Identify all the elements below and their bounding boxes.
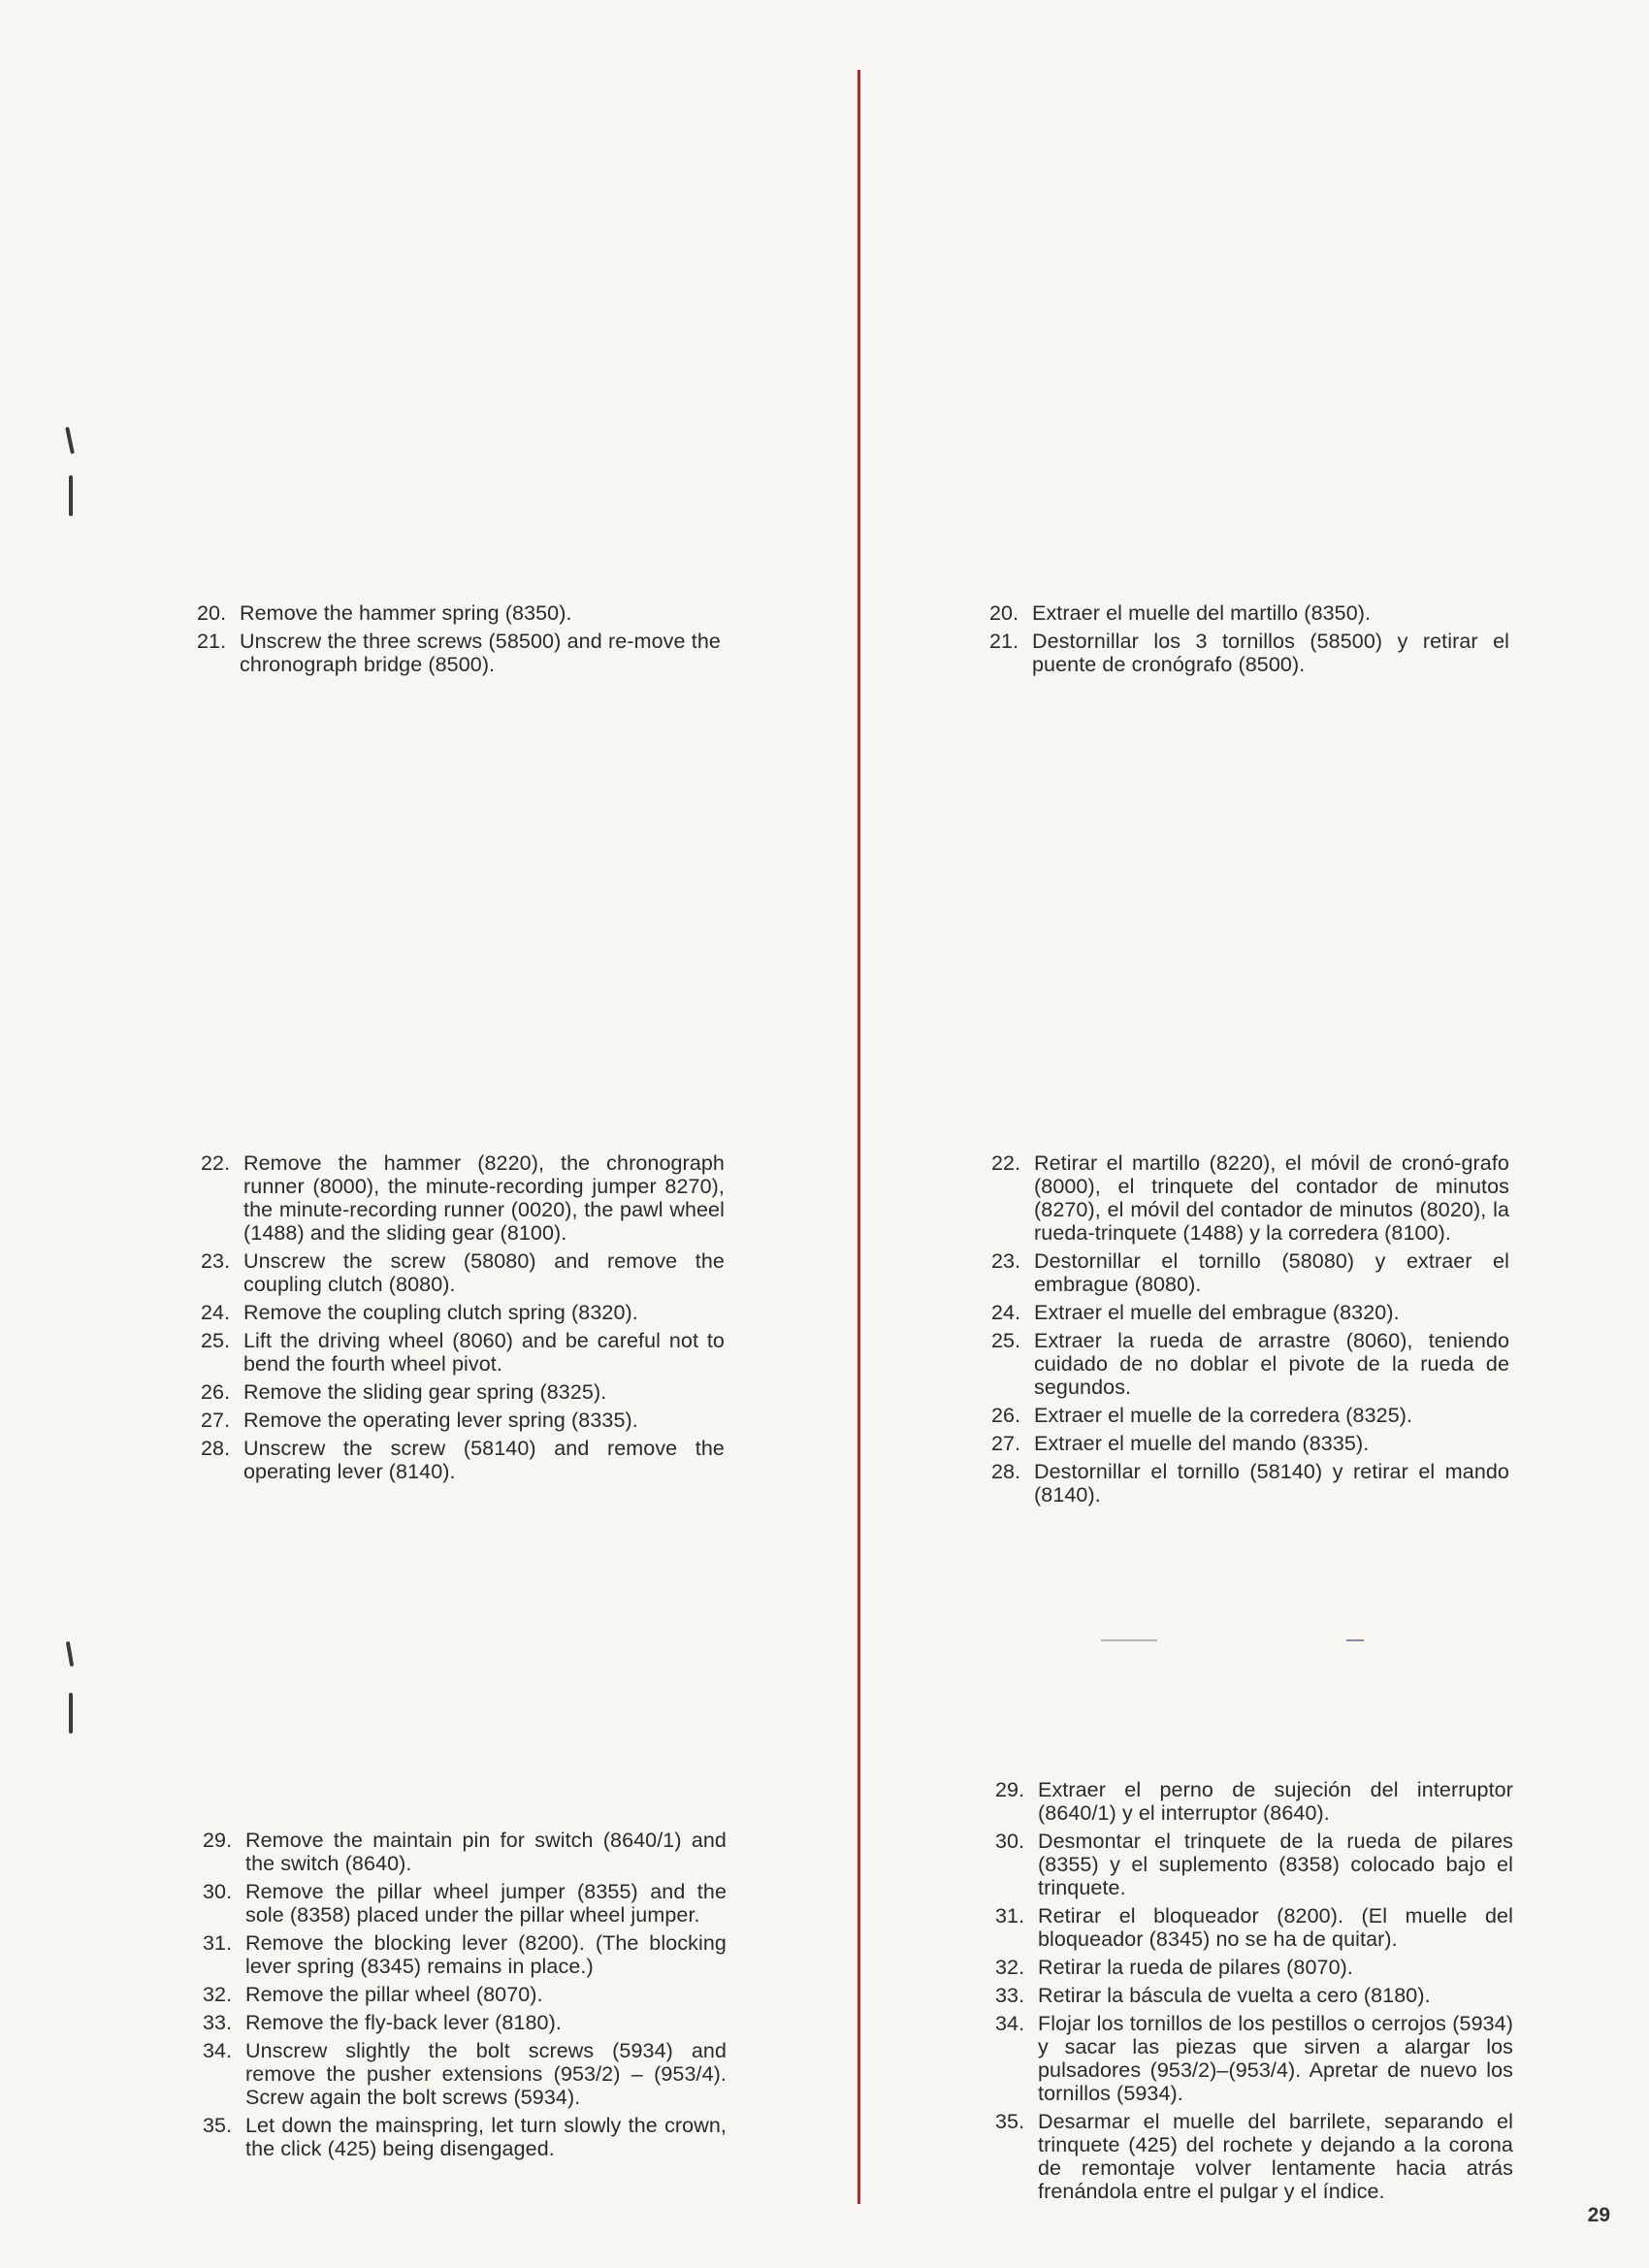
english-steps-20-21 — [197, 601, 721, 681]
step-number: 28. — [991, 1460, 1021, 1483]
binding-mark — [65, 427, 75, 454]
step-number: 26. — [991, 1404, 1021, 1427]
step-number: 33. — [995, 1984, 1025, 2007]
english-steps-22-28 — [201, 1151, 725, 1488]
instruction-step — [995, 1830, 1513, 1899]
instruction-step — [201, 1380, 725, 1404]
step-number: 21. — [989, 630, 1019, 653]
spanish-steps-29-35 — [995, 1778, 1513, 2208]
step-text: Destornillar el tornillo (58140) y retirar el mando (8140). — [1034, 1460, 1509, 1507]
instruction-step — [991, 1460, 1509, 1507]
instruction-step — [201, 1437, 725, 1483]
step-number: 33. — [203, 2011, 233, 2034]
step-text: Retirar el bloqueador (8200). (El muelle del bloqueador (8345) no se ha de quitar). — [1038, 1904, 1513, 1951]
english-steps-29-35 — [203, 1829, 727, 2165]
step-text: Remove the hammer (8220), the chronograph runner (8000), the minute-recording jumper 8270), the minute-recording runner (0020), the pawl wheel (1488) and the sliding gear (8100). — [243, 1151, 725, 1245]
step-number: 34. — [995, 2012, 1025, 2035]
step-number: 27. — [991, 1432, 1021, 1455]
step-text: Extraer la rueda de arrastre (8060), teniendo cuidado de no doblar el pivote de la rueda de segundos. — [1034, 1329, 1509, 1399]
step-text: Remove the operating lever spring (8335). — [243, 1409, 638, 1432]
step-text: Lift the driving wheel (8060) and be careful not to bend the fourth wheel pivot. — [243, 1329, 725, 1376]
instruction-step — [201, 1249, 725, 1296]
instruction-step — [995, 2110, 1513, 2203]
instruction-step — [197, 630, 721, 676]
print-smudge — [1346, 1639, 1364, 1641]
instruction-step — [203, 2011, 727, 2034]
step-number: 31. — [203, 1931, 233, 1955]
page-number: 29 — [1587, 2204, 1610, 2226]
instruction-step — [201, 1409, 725, 1432]
step-text: Unscrew the screw (58140) and remove the operating lever (8140). — [243, 1437, 725, 1483]
instruction-step — [201, 1329, 725, 1376]
step-number: 27. — [201, 1409, 231, 1432]
print-smudge — [1101, 1639, 1157, 1641]
step-number: 23. — [991, 1249, 1021, 1273]
step-text: Destornillar el tornillo (58080) y extraer el embrague (8080). — [1034, 1249, 1509, 1296]
step-number: 31. — [995, 1904, 1025, 1928]
step-number: 34. — [203, 2039, 233, 2062]
step-number: 29. — [203, 1829, 233, 1852]
step-number: 25. — [201, 1329, 231, 1352]
step-text: Retirar la báscula de vuelta a cero (8180). — [1038, 1984, 1431, 2007]
instruction-step — [995, 1778, 1513, 1825]
instruction-step — [201, 1151, 725, 1245]
instruction-step — [991, 1249, 1509, 1296]
spanish-steps-22-28 — [991, 1151, 1509, 1511]
step-text: Remove the blocking lever (8200). (The blocking lever spring (8345) remains in place.) — [245, 1931, 727, 1978]
step-text: Remove the maintain pin for switch (8640/1) and the switch (8640). — [245, 1829, 727, 1875]
step-text: Unscrew slightly the bolt screws (5934) and remove the pusher extensions (953/2) – (953/4). Screw again the bolt screws (5934). — [245, 2039, 727, 2109]
step-number: 32. — [995, 1956, 1025, 1979]
step-number: 22. — [991, 1151, 1021, 1175]
instruction-step — [201, 1301, 725, 1324]
binding-mark — [69, 1693, 73, 1733]
instruction-step — [203, 1880, 727, 1927]
step-text: Remove the pillar wheel (8070). — [245, 1983, 543, 2006]
instruction-step — [995, 1904, 1513, 1951]
instruction-step — [995, 1956, 1513, 1979]
step-number: 30. — [995, 1830, 1025, 1853]
column-divider — [857, 70, 860, 2204]
step-number: 20. — [989, 601, 1019, 625]
step-number: 24. — [991, 1301, 1021, 1324]
spanish-steps-20-21 — [989, 601, 1509, 681]
step-number: 35. — [995, 2110, 1025, 2133]
step-text: Let down the mainspring, let turn slowly the crown, the click (425) being disengaged. — [245, 2114, 727, 2160]
instruction-step — [995, 1984, 1513, 2007]
step-text: Remove the pillar wheel jumper (8355) and the sole (8358) placed under the pillar wheel jumper. — [245, 1880, 727, 1927]
step-number: 26. — [201, 1380, 231, 1404]
step-text: Flojar los tornillos de los pestillos o cerrojos (5934) y sacar las piezas que sirven a alargar los pulsadores (953/2)–(953/4). Apretar de nuevo los tornillos (5934). — [1038, 2012, 1513, 2105]
instruction-step — [991, 1329, 1509, 1399]
instruction-step — [203, 1829, 727, 1875]
instruction-step — [989, 601, 1509, 625]
step-text: Unscrew the screw (58080) and remove the coupling clutch (8080). — [243, 1249, 725, 1296]
step-number: 25. — [991, 1329, 1021, 1352]
step-number: 21. — [197, 630, 227, 653]
instruction-step — [197, 601, 721, 625]
step-text: Remove the sliding gear spring (8325). — [243, 1380, 607, 1404]
step-text: Extraer el muelle del mando (8335). — [1034, 1432, 1370, 1455]
step-number: 32. — [203, 1983, 233, 2006]
step-text: Desmontar el trinquete de la rueda de pilares (8355) y el suplemento (8358) colocado bajo el trinquete. — [1038, 1830, 1513, 1899]
step-number: 22. — [201, 1151, 231, 1175]
step-text: Destornillar los 3 tornillos (58500) y retirar el puente de cronógrafo (8500). — [1032, 630, 1509, 676]
instruction-step — [203, 1983, 727, 2006]
step-text: Extraer el muelle del martillo (8350). — [1032, 601, 1372, 625]
step-number: 24. — [201, 1301, 231, 1324]
instruction-step — [991, 1432, 1509, 1455]
step-text: Unscrew the three screws (58500) and re-move the chronograph bridge (8500). — [240, 630, 721, 676]
step-text: Remove the hammer spring (8350). — [240, 601, 572, 625]
step-number: 28. — [201, 1437, 231, 1460]
step-number: 35. — [203, 2114, 233, 2137]
instruction-step — [995, 2012, 1513, 2105]
instruction-step — [991, 1404, 1509, 1427]
step-text: Remove the fly-back lever (8180). — [245, 2011, 562, 2034]
step-number: 23. — [201, 1249, 231, 1273]
instruction-step — [203, 2114, 727, 2160]
step-text: Extraer el perno de sujeción del interruptor (8640/1) y el interruptor (8640). — [1038, 1778, 1513, 1825]
step-text: Remove the coupling clutch spring (8320). — [243, 1301, 638, 1324]
step-number: 30. — [203, 1880, 233, 1903]
step-number: 29. — [995, 1778, 1025, 1801]
binding-mark — [66, 1641, 74, 1667]
step-text: Retirar el martillo (8220), el móvil de cronó-grafo (8000), el trinquete del contador de minutos (8270), el móvil del contador de minutos (8020), la rueda-trinquete (1488) y la corredera (8100). — [1034, 1151, 1509, 1245]
step-text: Retirar la rueda de pilares (8070). — [1038, 1956, 1353, 1979]
instruction-step — [991, 1151, 1509, 1245]
instruction-step — [991, 1301, 1509, 1324]
step-text: Extraer el muelle de la corredera (8325). — [1034, 1404, 1413, 1427]
instruction-step — [203, 2039, 727, 2109]
step-text: Desarmar el muelle del barrilete, separando el trinquete (425) del rochete y dejando a la corona de remontaje volver lentamente hacia atrás frenándola entre el pulgar y el índice. — [1038, 2110, 1513, 2203]
instruction-step — [989, 630, 1509, 676]
step-text: Extraer el muelle del embrague (8320). — [1034, 1301, 1400, 1324]
instruction-step — [203, 1931, 727, 1978]
binding-mark — [69, 475, 73, 516]
step-number: 20. — [197, 601, 227, 625]
